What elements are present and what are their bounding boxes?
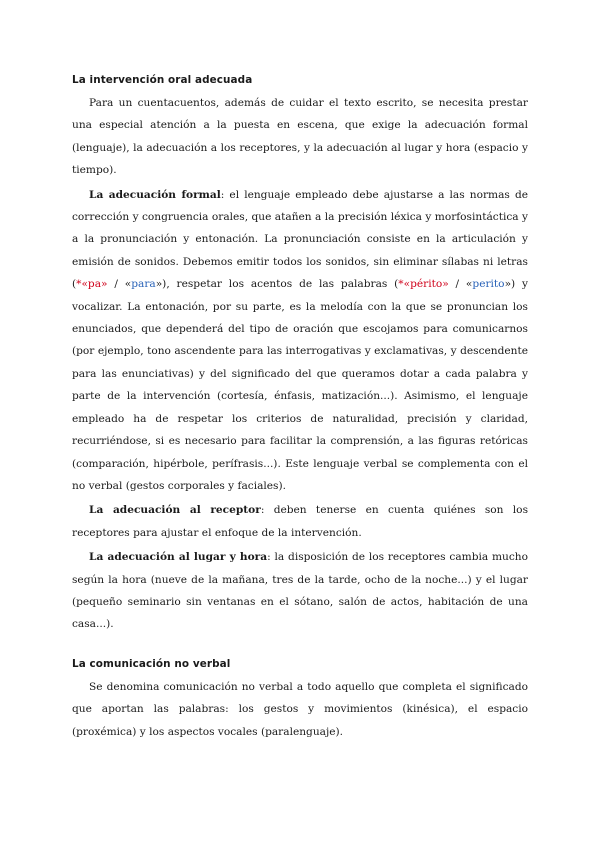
example-incorrect-pa: *«pa» xyxy=(76,278,108,291)
receptor-text: : deben tenerse en cuenta quiénes son los receptores para ajustar el enfoque de la intervención. xyxy=(72,504,528,539)
formal-text-3: ») y vocalizar. La entonación, por su parte, es la melodía con la que se pronuncian los enunciados, que dependerá del tipo de oración que escojamos para comunicarnos (por ejemplo, tono ascendente para las interrogativas y exclamativas, y descendente para las enunciativas) y del significado del que queramos dotar a cada palabra y parte de la intervención (cortesía, énfasis, matización...). Asimismo, el lenguaje empleado ha de respetar los criterios de naturalidad, precisión y claridad, recurriéndose, si es necesario para facilitar la comprensión, a las figuras retóricas (comparación, hipérbole, perífrasis...). Este lenguaje verbal se complementa con el no verbal (gestos corporales y faciales). xyxy=(72,278,528,492)
section-heading-comunicacion-no-verbal: La comunicación no verbal xyxy=(72,657,231,670)
document-page xyxy=(72,74,528,745)
term-adecuacion-receptor: La adecuación al receptor xyxy=(89,504,261,517)
example-correct-perito: perito xyxy=(472,278,505,291)
example-correct-para: para xyxy=(131,278,156,291)
paragraph-no-verbal: Se denomina comunicación no verbal a todo aquello que completa el significado que aportan las palabras: los gestos y movimientos (kinésica), el espacio (proxémica) y los aspectos vocales (paralenguaje). xyxy=(72,680,528,738)
lugar-text: : la disposición de los receptores cambia mucho según la hora (nueve de la mañana, tres de la tarde, ocho de la noche...) y el lugar (pequeño seminario sin ventanas en el sótano, salón de actos, habitación de una casa...). xyxy=(72,551,528,631)
paragraph-intro: Para un cuentacuentos, además de cuidar el texto escrito, se necesita prestar una especial atención a la puesta en escena, que exige la adecuación formal (lenguaje), la adecuación a los receptores, y la adecuación al lugar y hora (espacio y tiempo). xyxy=(72,97,528,177)
separator-1: / « xyxy=(107,278,132,291)
example-incorrect-perito: *«périto» xyxy=(398,278,449,291)
term-adecuacion-lugar: La adecuación al lugar y hora xyxy=(89,551,268,564)
paragraph-adecuacion-formal xyxy=(72,184,528,498)
section-heading-intervencion: La intervención oral adecuada xyxy=(72,74,253,86)
paragraph-adecuacion-lugar xyxy=(72,546,528,636)
paragraph-adecuacion-receptor xyxy=(72,499,528,544)
formal-text-1: : el lenguaje empleado debe ajustarse a las normas de corrección y congruencia orales, que atañen a la precisión léxica y morfosintáctica y a la pronunciación y entonación. La pronunciación consiste en la articulación y emisión de sonidos. Debemos emitir todos los sonidos, sin eliminar sílabas ni letras ( xyxy=(72,188,529,291)
term-adecuacion-formal: La adecuación formal xyxy=(89,188,221,201)
separator-2: / « xyxy=(448,278,473,291)
formal-text-2: »), respetar los acentos de las palabras ( xyxy=(155,278,399,291)
